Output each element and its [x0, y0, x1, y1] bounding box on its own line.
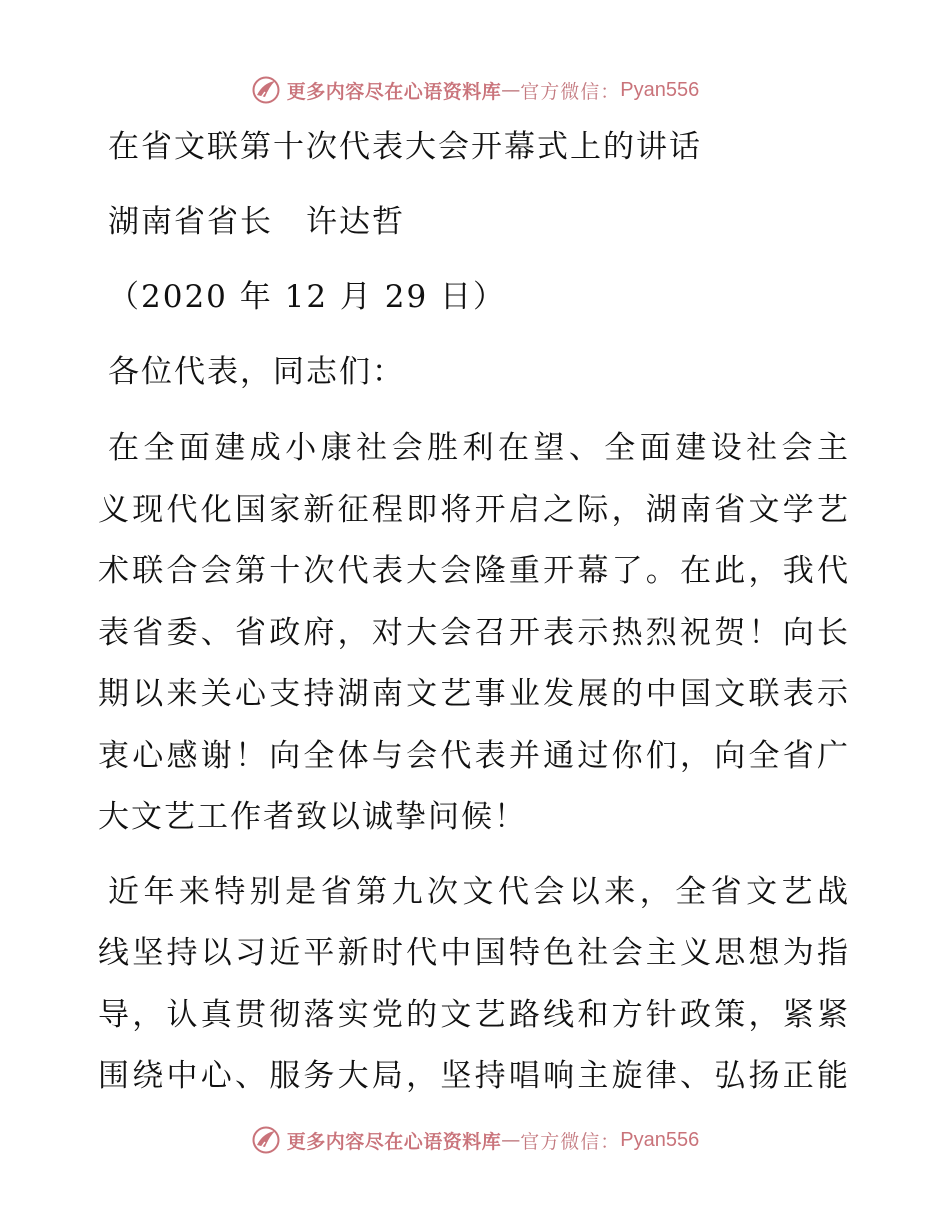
document-title: 在省文联第十次代表大会开幕式上的讲话: [108, 129, 702, 165]
paragraph-line: 术联合会第十次代表大会隆重开幕了。在此，我代: [98, 553, 850, 589]
paragraph-line: 期以来关心支持湖南文艺事业发展的中国文联表示: [98, 676, 850, 712]
paragraph-line: 衷心感谢！向全体与会代表并通过你们，向全省广: [98, 737, 850, 774]
paragraph-line: 围绕中心、服务大局，坚持唱响主旋律、弘扬正能: [98, 1058, 850, 1094]
document-author: 湖南省省长 许达哲: [108, 204, 405, 240]
watermark-wechat-id: Pyan556: [620, 1128, 700, 1151]
paragraph-line: 大文艺工作者致以诚挚问候！: [98, 799, 527, 835]
pen-logo-icon: [251, 75, 281, 105]
paragraph-line: 导，认真贯彻落实党的文艺路线和方针政策，紧紧: [98, 996, 850, 1033]
pen-logo-icon: [251, 1125, 281, 1155]
document-salutation: 各位代表，同志们：: [108, 354, 405, 390]
watermark-wechat-label: 官方微信：: [520, 1130, 621, 1153]
paragraph-line: 线坚持以习近平新时代中国特色社会主义思想为指: [98, 935, 850, 971]
header-watermark: [0, 70, 950, 110]
watermark-wechat-id: Pyan556: [620, 78, 700, 101]
watermark-separator: —: [501, 1129, 521, 1151]
document-date: （2020 年 12 月 29 日）: [108, 279, 507, 315]
watermark-site-text: 更多内容尽在心语资料库: [286, 1130, 502, 1153]
paragraph-line: 表省委、省政府，对大会召开表示热烈祝贺！向长: [98, 614, 850, 651]
paragraph-2: [98, 862, 850, 1108]
paragraph-1: [98, 418, 850, 849]
paragraph-line: 近年来特别是省第九次文代会以来，全省文艺战: [108, 873, 850, 910]
watermark-wechat-label: 官方微信：: [520, 80, 621, 103]
watermark-site-text: 更多内容尽在心语资料库: [286, 80, 502, 103]
paragraph-line: 义现代化国家新征程即将开启之际，湖南省文学艺: [98, 491, 850, 528]
paragraph-line: 在全面建成小康社会胜利在望、全面建设社会主: [108, 430, 850, 466]
watermark-separator: —: [501, 79, 521, 101]
document-body: [98, 118, 850, 1121]
footer-watermark: [0, 1120, 950, 1160]
